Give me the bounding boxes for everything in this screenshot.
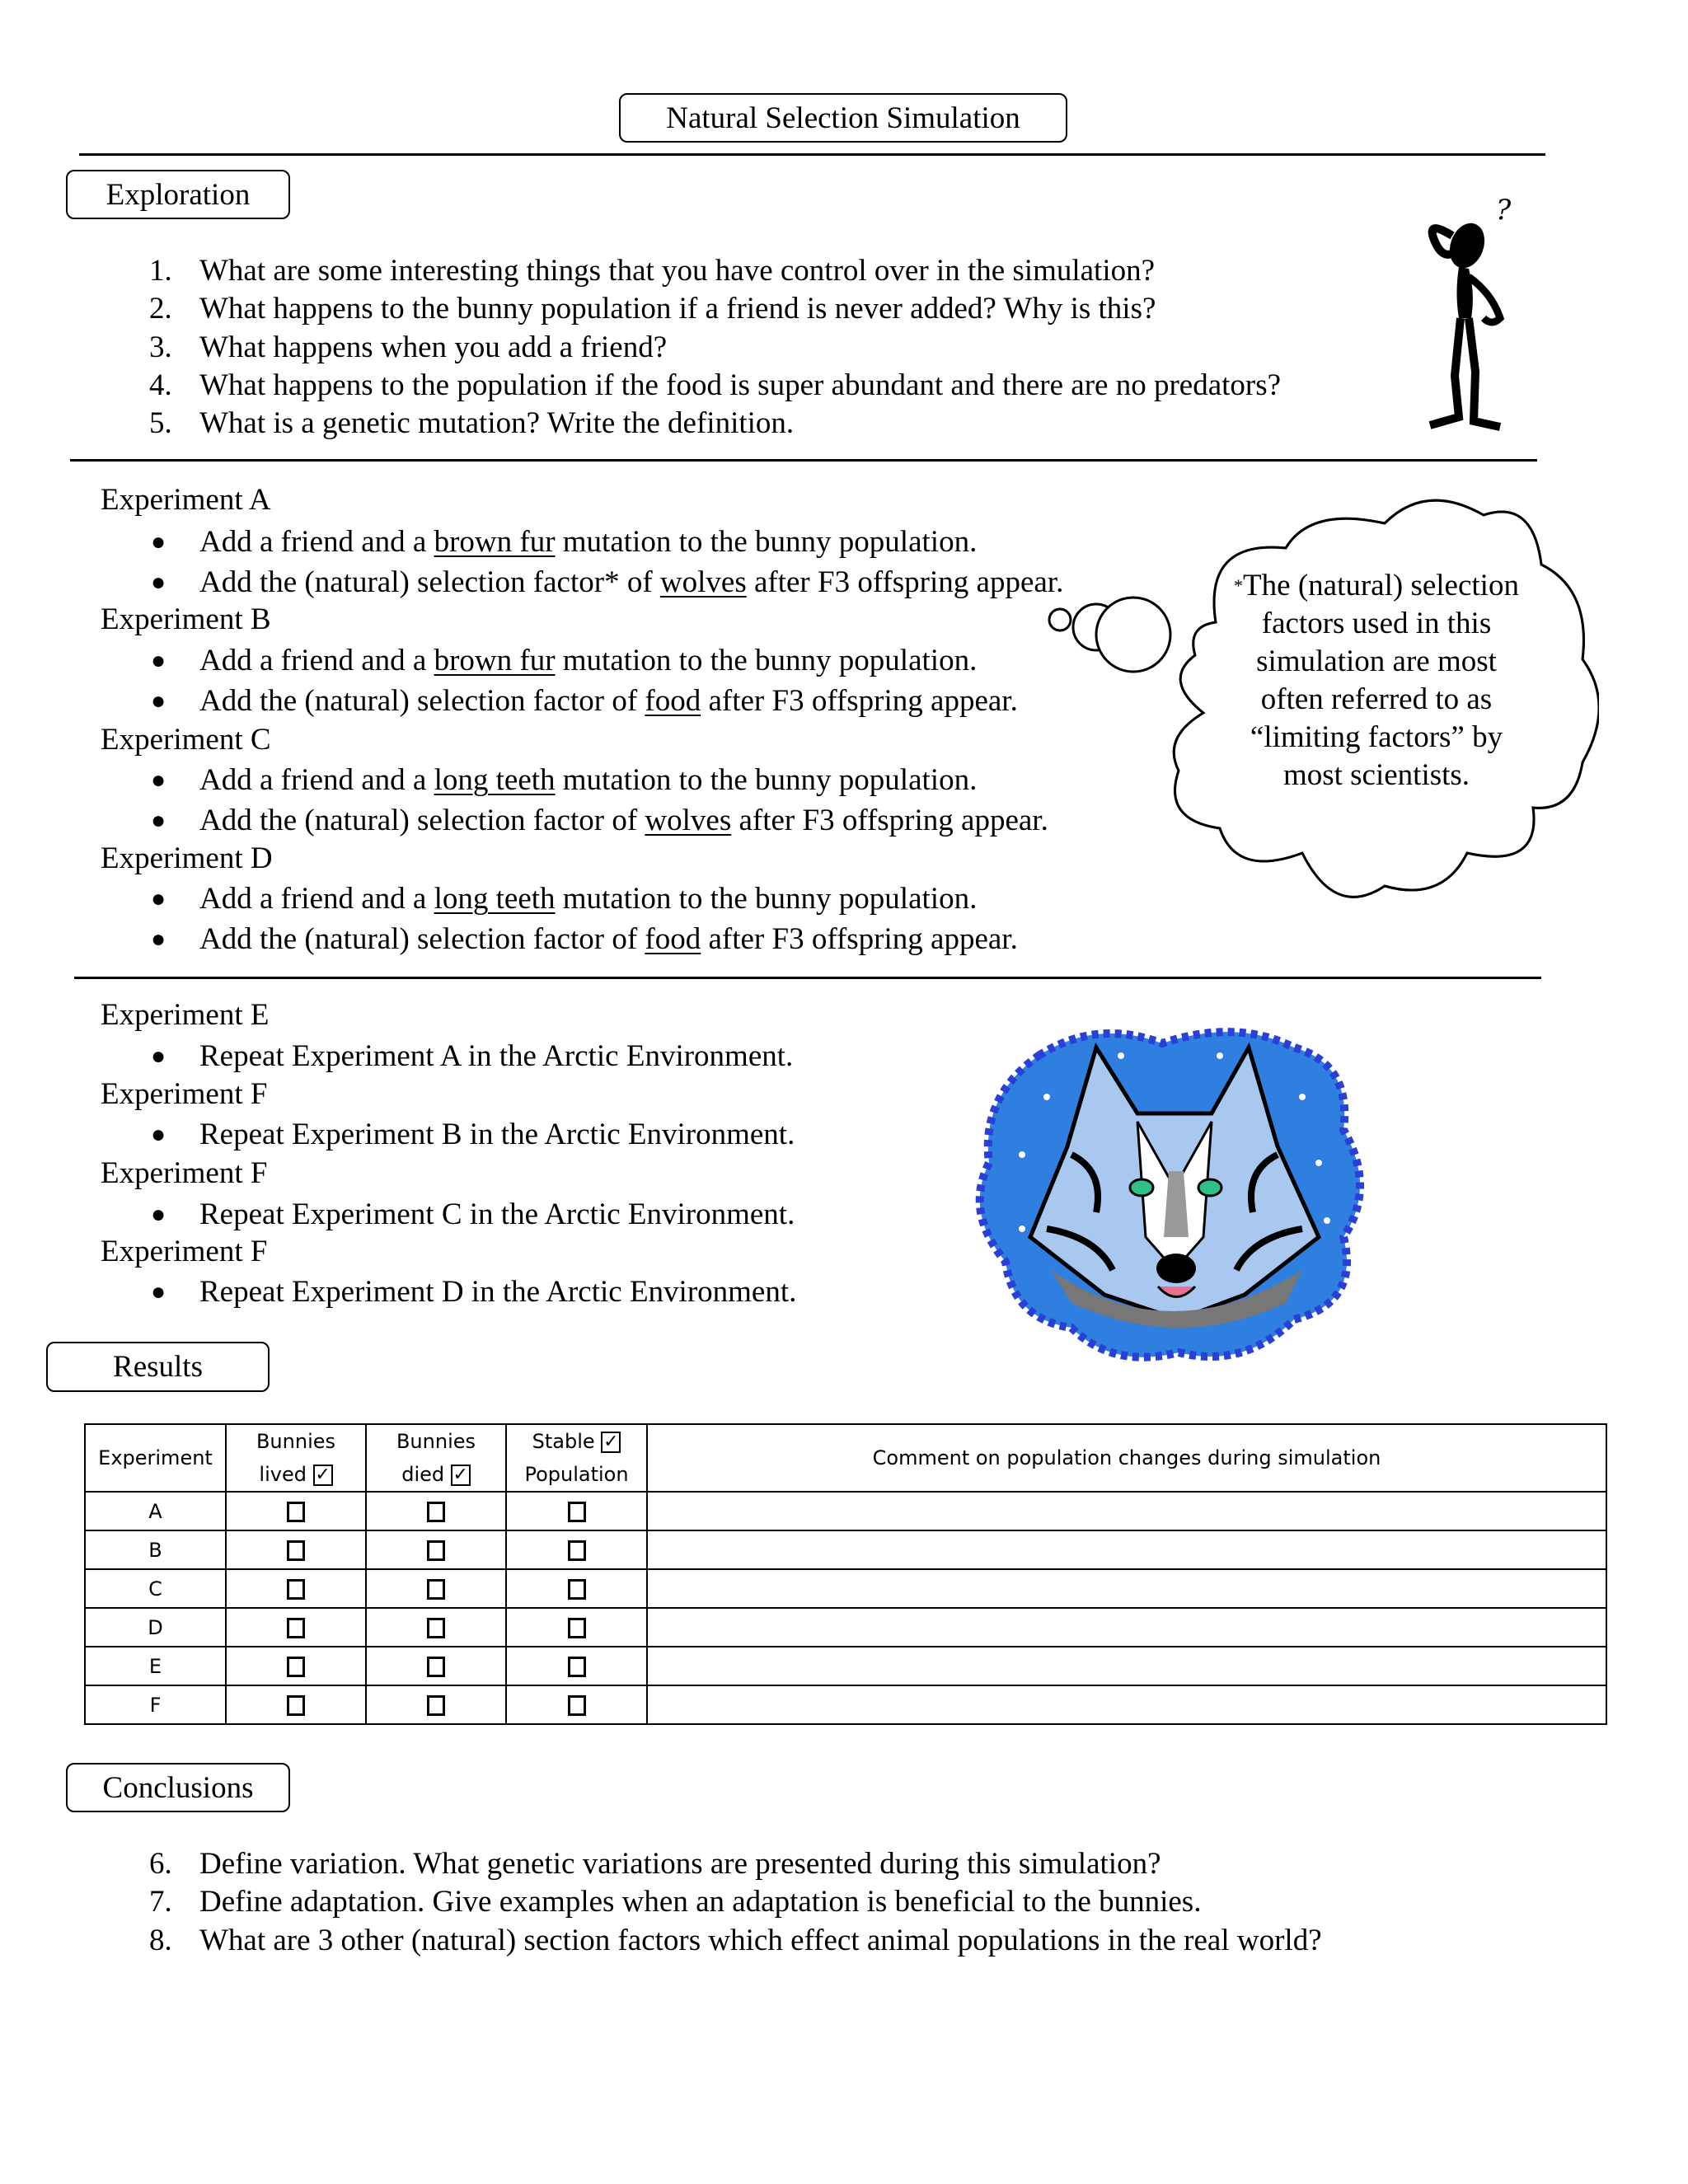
died-checkbox[interactable]	[427, 1540, 445, 1561]
checkmark-icon: ✓	[601, 1432, 621, 1453]
question-number: 3.	[149, 330, 172, 364]
divider	[70, 459, 1537, 462]
cloud-note	[1212, 567, 1541, 794]
table-row	[85, 1685, 1606, 1724]
died-cell	[366, 1685, 506, 1724]
lived-checkbox[interactable]	[287, 1502, 305, 1522]
experiment-step	[199, 686, 1018, 716]
stable-checkbox[interactable]	[568, 1502, 586, 1522]
experiment-step: Repeat Experiment D in the Arctic Environment.	[199, 1275, 797, 1309]
step-keyword: food	[645, 684, 701, 718]
died-checkbox[interactable]	[427, 1618, 445, 1638]
step-text: Add a friend and a	[199, 525, 434, 559]
step-keyword: brown fur	[434, 644, 556, 677]
experiment-step	[199, 527, 977, 557]
lived-checkbox[interactable]	[287, 1695, 305, 1716]
lived-checkbox[interactable]	[287, 1657, 305, 1677]
experiment-title: Experiment F	[101, 1156, 268, 1190]
comment-cell[interactable]	[647, 1530, 1606, 1569]
bullet-icon: ●	[151, 885, 166, 912]
stable-cell	[506, 1492, 647, 1530]
step-text: Add a friend and a	[199, 882, 434, 916]
results-heading: Results	[46, 1342, 270, 1392]
lived-cell	[226, 1492, 366, 1530]
comment-cell[interactable]	[647, 1608, 1606, 1647]
bullet-icon: ●	[151, 647, 166, 674]
question-number: 6.	[149, 1847, 172, 1881]
bullet-icon: ●	[151, 569, 166, 596]
comment-cell[interactable]	[647, 1569, 1606, 1608]
results-table	[84, 1423, 1607, 1725]
step-text: Add a friend and a	[199, 644, 434, 677]
died-cell	[366, 1608, 506, 1647]
bullet-icon: ●	[151, 1278, 166, 1305]
step-text: mutation to the bunny population.	[555, 525, 978, 559]
page-title: Natural Selection Simulation	[619, 93, 1067, 143]
experiment-label: C	[85, 1569, 226, 1608]
experiment-step	[199, 805, 1048, 836]
bullet-icon: ●	[151, 766, 166, 794]
exploration-heading: Exploration	[66, 170, 290, 219]
question-text: What happens when you add a friend?	[199, 330, 668, 364]
col-bunnies-lived	[226, 1424, 366, 1492]
lived-cell	[226, 1608, 366, 1647]
asterisk: *	[1234, 575, 1244, 596]
question-number: 5.	[149, 406, 172, 440]
header-text: Stable	[532, 1430, 595, 1453]
experiment-step	[199, 924, 1018, 954]
experiment-step: Repeat Experiment B in the Arctic Environment.	[199, 1118, 795, 1151]
died-checkbox[interactable]	[427, 1657, 445, 1677]
col-stable-population	[506, 1424, 647, 1492]
header-text: died	[401, 1463, 445, 1486]
table-row	[85, 1530, 1606, 1569]
step-text: after F3 offspring appear.	[746, 565, 1064, 599]
question-number: 8.	[149, 1924, 172, 1957]
experiment-label: B	[85, 1530, 226, 1569]
experiment-label: A	[85, 1492, 226, 1530]
col-bunnies-died	[366, 1424, 506, 1492]
checkmark-icon: ✓	[451, 1465, 471, 1486]
step-keyword: food	[645, 922, 701, 956]
experiment-title: Experiment A	[101, 483, 271, 517]
question-number: 2.	[149, 292, 172, 326]
lived-checkbox[interactable]	[287, 1579, 305, 1600]
experiment-label: D	[85, 1608, 226, 1647]
bullet-icon: ●	[151, 1201, 166, 1228]
question-text: Define adaptation. Give examples when an adaptation is beneficial to the bunnies.	[199, 1885, 1202, 1919]
experiment-label: E	[85, 1647, 226, 1685]
table-row	[85, 1492, 1606, 1530]
cloud-line: simulation are most	[1256, 644, 1497, 678]
comment-cell[interactable]	[647, 1685, 1606, 1724]
lived-cell	[226, 1569, 366, 1608]
died-cell	[366, 1647, 506, 1685]
divider	[74, 977, 1541, 979]
stable-cell	[506, 1530, 647, 1569]
step-keyword: long teeth	[434, 882, 556, 916]
comment-cell[interactable]	[647, 1492, 1606, 1530]
checkmark-icon: ✓	[313, 1465, 333, 1486]
bullet-icon: ●	[151, 1043, 166, 1070]
step-text: mutation to the bunny population.	[555, 644, 978, 677]
question-text: What happens to the bunny population if a friend is never added? Why is this?	[199, 292, 1156, 326]
stable-cell	[506, 1647, 647, 1685]
died-checkbox[interactable]	[427, 1695, 445, 1716]
question-number: 7.	[149, 1885, 172, 1919]
header-text: Bunnies	[396, 1430, 476, 1453]
thinking-person-icon	[1409, 194, 1521, 434]
table-row	[85, 1608, 1606, 1647]
bullet-icon: ●	[151, 687, 166, 715]
experiment-title: Experiment B	[101, 602, 271, 636]
experiment-title: Experiment C	[101, 723, 271, 757]
conclusions-heading: Conclusions	[66, 1763, 290, 1812]
stable-checkbox[interactable]	[568, 1695, 586, 1716]
died-cell	[366, 1530, 506, 1569]
stable-checkbox[interactable]	[568, 1579, 586, 1600]
experiment-title: Experiment D	[101, 841, 273, 875]
lived-checkbox[interactable]	[287, 1618, 305, 1638]
lived-checkbox[interactable]	[287, 1540, 305, 1561]
header-text: Bunnies	[256, 1430, 336, 1453]
col-experiment: Experiment	[85, 1424, 226, 1492]
stable-cell	[506, 1685, 647, 1724]
bullet-icon: ●	[151, 528, 166, 555]
step-text: mutation to the bunny population.	[555, 882, 978, 916]
question-text: Define variation. What genetic variations are presented during this simulation?	[199, 1847, 1161, 1881]
step-text: Add a friend and a	[199, 763, 434, 797]
stable-cell	[506, 1608, 647, 1647]
question-text: What are 3 other (natural) section factors which effect animal populations in the real world?	[199, 1924, 1322, 1957]
comment-cell[interactable]	[647, 1647, 1606, 1685]
table-header-row	[85, 1424, 1606, 1492]
experiment-step	[199, 567, 1063, 598]
question-text: What is a genetic mutation? Write the definition.	[199, 406, 795, 440]
header-text: lived	[259, 1463, 307, 1486]
cloud-line: often referred to as	[1260, 682, 1493, 716]
step-keyword: wolves	[659, 565, 747, 599]
bullet-icon: ●	[151, 807, 166, 834]
step-text: after F3 offspring appear.	[731, 804, 1048, 837]
stable-checkbox[interactable]	[568, 1657, 586, 1677]
lived-cell	[226, 1685, 366, 1724]
step-text: mutation to the bunny population.	[555, 763, 978, 797]
question-text: What happens to the population if the food is super abundant and there are no predators?	[199, 368, 1282, 402]
step-text: after F3 offspring appear.	[701, 684, 1018, 718]
step-keyword: wolves	[645, 804, 732, 837]
table-row	[85, 1569, 1606, 1608]
cloud-line: most scientists.	[1282, 758, 1470, 792]
step-text: Add the (natural) selection factor of	[199, 684, 645, 718]
experiment-step	[199, 765, 977, 795]
experiment-step: Repeat Experiment A in the Arctic Environment.	[199, 1039, 794, 1073]
divider	[79, 153, 1545, 156]
question-text: What are some interesting things that you have control over in the simulation?	[199, 254, 1156, 288]
step-text: Add the (natural) selection factor* of	[199, 565, 660, 599]
bullet-icon: ●	[151, 926, 166, 953]
table-row	[85, 1647, 1606, 1685]
cloud-line: factors used in this	[1261, 607, 1492, 640]
died-checkbox[interactable]	[427, 1579, 445, 1600]
wolf-image	[973, 1023, 1372, 1365]
step-text: Add the (natural) selection factor of	[199, 922, 645, 956]
stable-checkbox[interactable]	[568, 1540, 586, 1561]
step-text: after F3 offspring appear.	[701, 922, 1018, 956]
question-number: 4.	[149, 368, 172, 402]
experiment-step	[199, 883, 977, 914]
lived-cell	[226, 1530, 366, 1569]
lived-cell	[226, 1647, 366, 1685]
bullet-icon: ●	[151, 1121, 166, 1148]
experiment-title: Experiment F	[101, 1077, 268, 1111]
svg-text:?: ?	[1496, 194, 1512, 227]
stable-cell	[506, 1569, 647, 1608]
experiment-step: Repeat Experiment C in the Arctic Environment.	[199, 1197, 795, 1231]
experiment-step	[199, 645, 977, 676]
header-text: Population	[524, 1463, 629, 1486]
stable-checkbox[interactable]	[568, 1618, 586, 1638]
col-comment: Comment on population changes during simulation	[647, 1424, 1606, 1492]
experiment-title: Experiment E	[101, 998, 270, 1032]
experiment-title: Experiment F	[101, 1235, 268, 1268]
step-keyword: brown fur	[434, 525, 556, 559]
step-keyword: long teeth	[434, 763, 556, 797]
step-text: Add the (natural) selection factor of	[199, 804, 645, 837]
died-checkbox[interactable]	[427, 1502, 445, 1522]
cloud-line: The (natural) selection	[1243, 569, 1519, 602]
cloud-line: “limiting factors” by	[1250, 720, 1503, 754]
question-number: 1.	[149, 254, 172, 288]
died-cell	[366, 1569, 506, 1608]
died-cell	[366, 1492, 506, 1530]
experiment-label: F	[85, 1685, 226, 1724]
